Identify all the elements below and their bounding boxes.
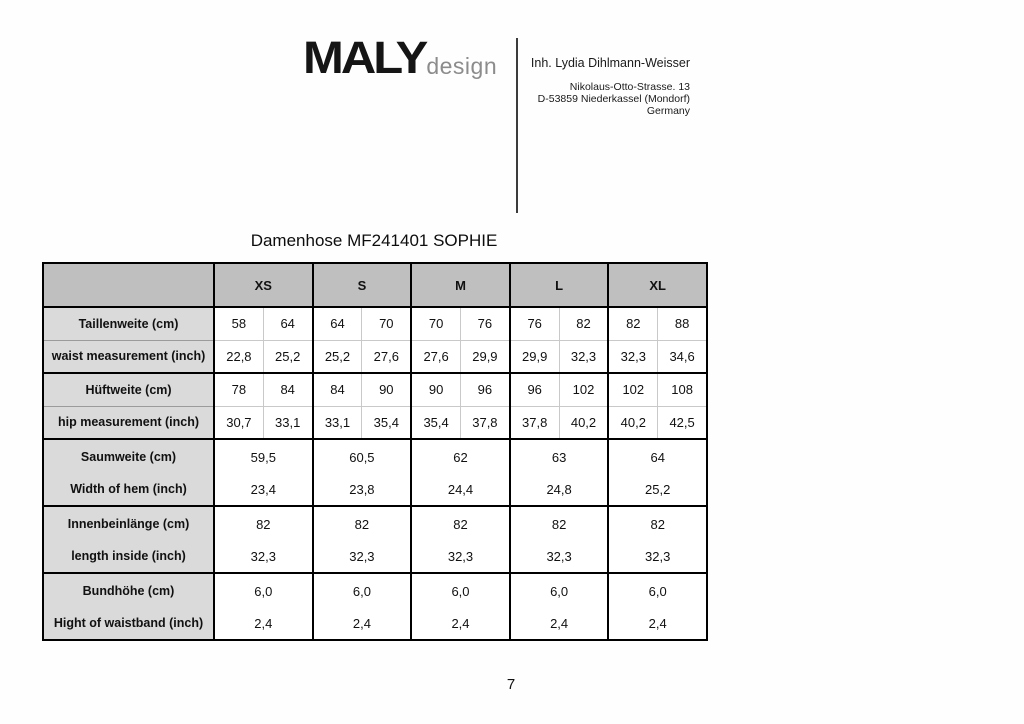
value-cell: 27,6: [362, 340, 411, 373]
row-label-inch: length inside (inch): [71, 549, 186, 563]
document-title: Damenhose MF241401 SOPHIE: [250, 231, 498, 250]
size-column-header: L: [510, 263, 609, 307]
value-cell-merged: [510, 506, 609, 573]
row-label-merged: [43, 573, 214, 640]
value-cell: 37,8: [510, 406, 559, 439]
value-cell: 76: [461, 307, 510, 340]
row-label-cm: Hüftweite (cm): [43, 373, 214, 406]
value-cell: 64: [313, 307, 362, 340]
value-inch: 25,2: [645, 481, 671, 497]
measurement-row-cm: [43, 373, 707, 406]
measurement-row-cm: [43, 307, 707, 340]
value-cell: 32,3: [608, 340, 657, 373]
measurement-row-inch: [43, 340, 707, 373]
measurement-row-inch: [43, 406, 707, 439]
value-cm: 59,5: [250, 449, 276, 465]
row-label-cm: Innenbeinlänge (cm): [67, 517, 190, 531]
value-cell: 96: [461, 373, 510, 406]
value-cell: 30,7: [214, 406, 263, 439]
address-street: Nikolaus-Otto-Strasse. 13: [569, 81, 690, 93]
company-logo: [303, 34, 497, 83]
value-cell: 84: [313, 373, 362, 406]
value-cell: 27,6: [411, 340, 460, 373]
value-cell: 22,8: [214, 340, 263, 373]
logo-subtitle: design: [426, 53, 498, 79]
value-cell-merged: [214, 439, 313, 506]
row-label-inch: Width of hem (inch): [70, 482, 187, 496]
value-inch: 24,4: [447, 481, 474, 497]
value-cell: 96: [510, 373, 559, 406]
value-inch: 2,4: [451, 615, 470, 631]
value-inch: 23,8: [349, 481, 375, 497]
value-inch: 24,8: [546, 481, 572, 497]
value-cell: 32,3: [559, 340, 608, 373]
value-cm: 82: [354, 516, 370, 532]
value-inch: 2,4: [648, 615, 667, 631]
value-cm: 64: [650, 449, 665, 465]
logo-wordmark: MALY: [303, 33, 426, 83]
value-inch: 32,3: [645, 548, 671, 564]
value-cm: 6,0: [451, 583, 470, 599]
value-cell: 35,4: [362, 406, 411, 439]
value-inch: 2,4: [550, 615, 569, 631]
value-cell-merged: [411, 506, 510, 573]
address-city: D-53859 Niederkassel (Mondorf): [537, 93, 690, 105]
value-cell-merged: [313, 573, 412, 640]
value-cm: 6,0: [254, 583, 273, 599]
value-cell: 40,2: [559, 406, 608, 439]
value-cell-merged: [411, 439, 510, 506]
value-inch: 2,4: [254, 615, 273, 631]
value-cm: 82: [650, 516, 665, 532]
value-cell: 64: [263, 307, 312, 340]
size-column-header: XS: [214, 263, 313, 307]
row-label-cm: Bundhöhe (cm): [82, 584, 175, 598]
value-cell: 84: [263, 373, 312, 406]
value-cell: 70: [411, 307, 460, 340]
size-column-header: XL: [608, 263, 707, 307]
size-header-row: [43, 263, 707, 307]
row-label-cm: Taillenweite (cm): [43, 307, 214, 340]
value-cm: 6,0: [352, 583, 371, 599]
value-cell: 40,2: [608, 406, 657, 439]
value-cell-merged: [510, 439, 609, 506]
value-cell: 102: [608, 373, 657, 406]
value-inch: 2,4: [352, 615, 371, 631]
value-cell: 33,1: [313, 406, 362, 439]
value-cell-merged: [313, 506, 412, 573]
value-cm: 82: [256, 516, 271, 532]
value-cell: 108: [658, 373, 707, 406]
measurement-row-merged: [43, 439, 707, 506]
value-cm: 62: [453, 449, 468, 465]
value-cell: 90: [362, 373, 411, 406]
value-cm: 6,0: [550, 583, 569, 599]
value-cell-merged: [510, 573, 609, 640]
value-inch: 32,3: [546, 548, 572, 564]
value-cell: 25,2: [313, 340, 362, 373]
row-label-cm: Saumweite (cm): [80, 450, 177, 464]
value-cell: 88: [658, 307, 707, 340]
value-cell: 29,9: [461, 340, 510, 373]
value-cell-merged: [411, 573, 510, 640]
row-label-merged: [43, 506, 214, 573]
table-corner-cell: [43, 263, 214, 307]
value-cell-merged: [214, 573, 313, 640]
measurement-row-merged: [43, 506, 707, 573]
value-cell: 90: [411, 373, 460, 406]
value-cell: 33,1: [263, 406, 312, 439]
value-cell: 37,8: [461, 406, 510, 439]
value-cell-merged: [313, 439, 412, 506]
value-cell: 78: [214, 373, 263, 406]
value-cell-merged: [214, 506, 313, 573]
value-inch: 32,3: [447, 548, 474, 564]
measurement-row-merged: [43, 573, 707, 640]
value-cell: 25,2: [263, 340, 312, 373]
value-cell: 82: [608, 307, 657, 340]
value-cell: 58: [214, 307, 263, 340]
size-column-header: M: [411, 263, 510, 307]
row-label-inch: Hight of waistband (inch): [53, 616, 204, 630]
value-cell: 29,9: [510, 340, 559, 373]
row-label-inch: hip measurement (inch): [43, 406, 214, 439]
value-inch: 32,3: [349, 548, 375, 564]
value-cell: 70: [362, 307, 411, 340]
company-address-block: [498, 56, 690, 117]
value-cm: 63: [551, 449, 567, 465]
value-cell: 76: [510, 307, 559, 340]
value-inch: 32,3: [250, 548, 276, 564]
value-cell: 35,4: [411, 406, 460, 439]
owner-name: Inh. Lydia Dihlmann-Weisser: [530, 56, 690, 70]
value-cell-merged: [608, 439, 707, 506]
value-cell-merged: [608, 573, 707, 640]
value-cm: 6,0: [648, 583, 667, 599]
row-label-inch: waist measurement (inch): [43, 340, 214, 373]
value-cell: 42,5: [658, 406, 707, 439]
row-label-merged: [43, 439, 214, 506]
size-chart-table: [42, 262, 708, 641]
value-cell: 82: [559, 307, 608, 340]
size-column-header: S: [313, 263, 412, 307]
value-cm: 60,5: [349, 449, 375, 465]
value-inch: 23,4: [250, 481, 276, 497]
address-country: Germany: [646, 105, 690, 117]
value-cell-merged: [608, 506, 707, 573]
value-cell: 34,6: [658, 340, 707, 373]
value-cm: 82: [551, 516, 567, 532]
value-cell: 102: [559, 373, 608, 406]
value-cm: 82: [453, 516, 468, 532]
page-number: 7: [506, 676, 516, 693]
